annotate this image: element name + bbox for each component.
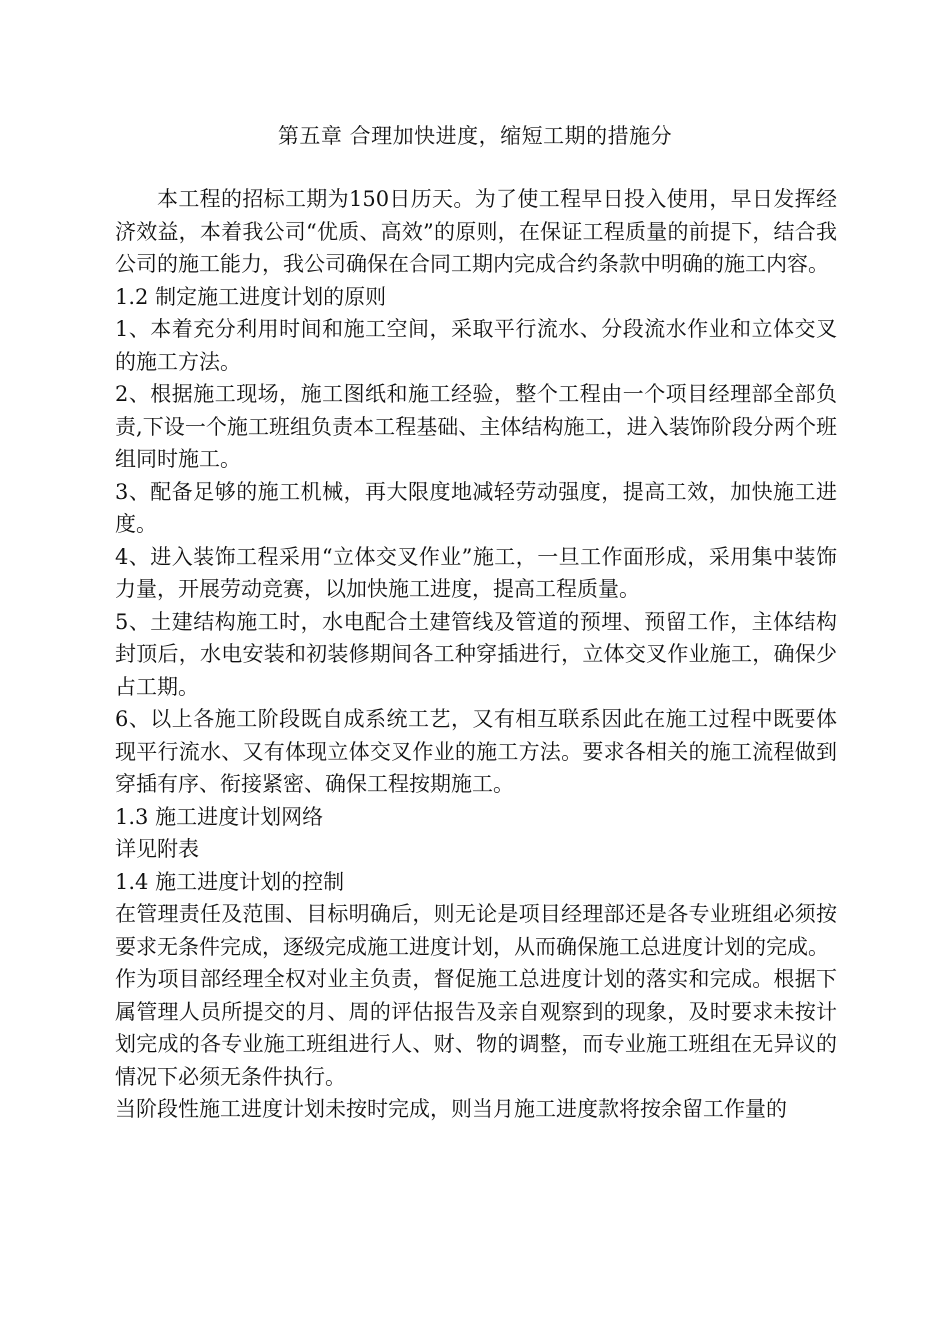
list-item-2: 2、根据施工现场，施工图纸和施工经验，整个工程由一个项目经理部全部负责,下设一个施工班组负责本工程基础、主体结构施工，进入装饰阶段分两个班组同时施工。 [115, 382, 837, 471]
body-paragraph: 当阶段性施工进度计划未按时完成，则当月施工进度款将按余留工作量的 [115, 1097, 787, 1121]
document-body [115, 183, 837, 1126]
section-heading-1-4: 1.4 施工进度计划的控制 [115, 869, 345, 894]
list-item-1: 1、本着充分利用时间和施工空间，采取平行流水、分段流水作业和立体交叉的施工方法。 [115, 317, 837, 374]
body-paragraph: 在管理责任及范围、目标明确后，则无论是项目经理部还是各专业班组必须按要求无条件完成，逐级完成施工进度计划，从而确保施工总进度计划的完成。 [115, 902, 837, 959]
body-paragraph: 作为项目部经理全权对业主负责，督促施工总进度计划的落实和完成。根据下属管理人员所提交的月、周的评估报告及亲自观察到的现象，及时要求未按计划完成的各专业施工班组进行人、财、物的调整，而专业施工班组在无异议的情况下必须无条件执行。 [115, 967, 837, 1089]
section-heading-1-2: 1.2 制定施工进度计划的原则 [115, 284, 387, 309]
see-attachment-text: 详见附表 [115, 837, 199, 861]
list-item-6: 6、以上各施工阶段既自成系统工艺，又有相互联系因此在施工过程中既要体现平行流水、又有体现立体交叉作业的施工方法。要求各相关的施工流程做到穿插有序、衔接紧密、确保工程按期施工。 [115, 707, 837, 796]
intro-paragraph: 本工程的招标工期为150日历天。为了使工程早日投入使用，早日发挥经济效益，本着我公司“优质、高效”的原则，在保证工程质量的前提下，结合我公司的施工能力，我公司确保在合同工期内完成合约条款中明确的施工内容。 [115, 187, 837, 276]
section-heading-1-3: 1.3 施工进度计划网络 [115, 804, 324, 829]
list-item-5: 5、土建结构施工时，水电配合土建管线及管道的预埋、预留工作，主体结构封顶后，水电安装和初装修期间各工种穿插进行，立体交叉作业施工，确保少占工期。 [115, 609, 837, 699]
chapter-title: 第五章 合理加快进度，缩短工期的措施分 [277, 124, 673, 148]
list-item-3: 3、配备足够的施工机械，再大限度地减轻劳动强度，提高工效，加快施工进度。 [115, 479, 837, 536]
list-item-4: 4、进入装饰工程采用“立体交叉作业”施工，一旦工作面形成，采用集中装饰力量，开展劳动竞赛，以加快施工进度，提高工程质量。 [115, 544, 837, 601]
